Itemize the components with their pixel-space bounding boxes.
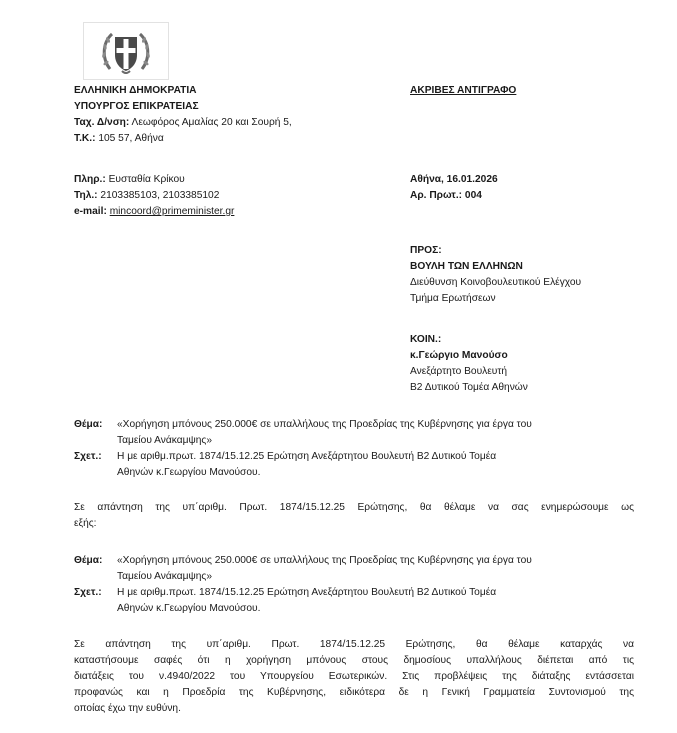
body-line-4: προφανώς και η Προεδρία της Κυβέρνησης, ειδικότερα δε η Γενική Γραμματεία Συντονισμού της bbox=[74, 687, 634, 698]
cc-name: κ.Γεώργιο Μανούσο bbox=[410, 350, 508, 361]
emblem-box bbox=[83, 22, 169, 80]
cc-district: Β2 Δυτικού Τομέα Αθηνών bbox=[410, 382, 528, 393]
reference-line-2: Αθηνών κ.Γεωργίου Μανούσου. bbox=[117, 603, 261, 614]
subject-line-2: Ταμείου Ανάκαμψης» bbox=[117, 571, 212, 582]
greek-state-emblem-icon bbox=[98, 25, 154, 79]
subject-line-1: «Χορήγηση μπόνους 250.000€ σε υπαλλήλους της Προεδρίας της Κυβέρνησης για έργα του bbox=[117, 419, 532, 430]
recipient-label: ΠΡΟΣ: bbox=[410, 245, 442, 256]
subject-label: Θέμα: bbox=[74, 555, 103, 566]
body-line-1: Σε απάντηση της υπ΄αριθμ. Πρωτ. 1874/15.12.25 Ερώτησης, θα θέλαμε καταρχάς να bbox=[74, 639, 634, 650]
reference-row bbox=[74, 449, 634, 481]
subject-line-2: Ταμείου Ανάκαμψης» bbox=[117, 435, 212, 446]
cc-label: ΚΟΙΝ.: bbox=[410, 334, 442, 345]
cc-title: Ανεξάρτητο Βουλευτή bbox=[410, 366, 508, 377]
header-ministry: ΥΠΟΥΡΓΟΣ ΕΠΙΚΡΑΤΕΙΑΣ bbox=[74, 101, 199, 112]
recipient-department: Διεύθυνση Κοινοβουλευτικού Ελέγχου bbox=[410, 277, 582, 288]
document-date: Αθήνα, 16.01.2026 bbox=[410, 174, 498, 185]
recipient-section: Τμήμα Ερωτήσεων bbox=[410, 293, 496, 304]
body-line-5: οποίας έχω την ευθύνη. bbox=[74, 703, 181, 714]
body-paragraph bbox=[74, 637, 634, 717]
subject-label: Θέμα: bbox=[74, 419, 103, 430]
recipient-org: ΒΟΥΛΗ ΤΩΝ ΕΛΛΗΝΩΝ bbox=[410, 261, 523, 272]
reference-line-1: Η με αριθμ.πρωτ. 1874/15.12.25 Ερώτηση Ανεξάρτητου Βουλευτή Β2 Δυτικού Τομέα bbox=[117, 587, 497, 598]
body-line-2: καταστήσουμε σαφές ότι η χορήγηση μπόνους στους δημοσίους υπαλλήλους διέπεται από τις bbox=[74, 655, 634, 666]
intro-line-1: Σε απάντηση της υπ΄αριθμ. Πρωτ. 1874/15.12.25 Ερώτησης, θα θέλαμε να σας ενημερώσουμε ως bbox=[74, 502, 634, 513]
header-republic: ΕΛΛΗΝΙΚΗ ΔΗΜΟΚΡΑΤΙΑ bbox=[74, 85, 197, 96]
ministry-header bbox=[74, 83, 374, 147]
intro-paragraph bbox=[74, 500, 634, 532]
subject-row bbox=[74, 553, 634, 585]
reference-label: Σχετ.: bbox=[74, 451, 102, 462]
reference-line-2: Αθηνών κ.Γεωργίου Μανούσου. bbox=[117, 467, 261, 478]
cc-block bbox=[410, 332, 528, 396]
date-block bbox=[410, 172, 498, 204]
contact-email: e-mail: mincoord@primeminister.gr bbox=[74, 206, 235, 217]
body-line-3: διατάξεις του ν.4940/2022 του Υπουργείου Εσωτερικών. Στις προβλέψεις της διάταξης εντάσσεται bbox=[74, 671, 634, 682]
header-address: Ταχ. Δ/νση: Λεωφόρος Αμαλίας 20 και Σουρή 5, bbox=[74, 117, 292, 128]
header-postal: Τ.Κ.: 105 57, Αθήνα bbox=[74, 133, 164, 144]
subject-line-1: «Χορήγηση μπόνους 250.000€ σε υπαλλήλους της Προεδρίας της Κυβέρνησης για έργα του bbox=[117, 555, 532, 566]
protocol-number: Αρ. Πρωτ.: 004 bbox=[410, 190, 482, 201]
intro-line-2: εξής: bbox=[74, 518, 97, 529]
reference-line-1: Η με αριθμ.πρωτ. 1874/15.12.25 Ερώτηση Ανεξάρτητου Βουλευτή Β2 Δυτικού Τομέα bbox=[117, 451, 497, 462]
subject-block-2 bbox=[74, 553, 634, 617]
email-link[interactable]: mincoord@primeminister.gr bbox=[109, 206, 235, 217]
contact-info bbox=[74, 172, 374, 220]
reference-label: Σχετ.: bbox=[74, 587, 102, 598]
subject-row bbox=[74, 417, 634, 449]
subject-block-1 bbox=[74, 417, 634, 481]
exact-copy-label: ΑΚΡΙΒΕΣ ΑΝΤΙΓΡΑΦΟ bbox=[410, 85, 517, 96]
contact-person: Πληρ.: Ευσταθία Κρίκου bbox=[74, 174, 185, 185]
contact-phone: Τηλ.: 2103385103, 2103385102 bbox=[74, 190, 220, 201]
reference-row bbox=[74, 585, 634, 617]
recipient-block bbox=[410, 243, 581, 307]
